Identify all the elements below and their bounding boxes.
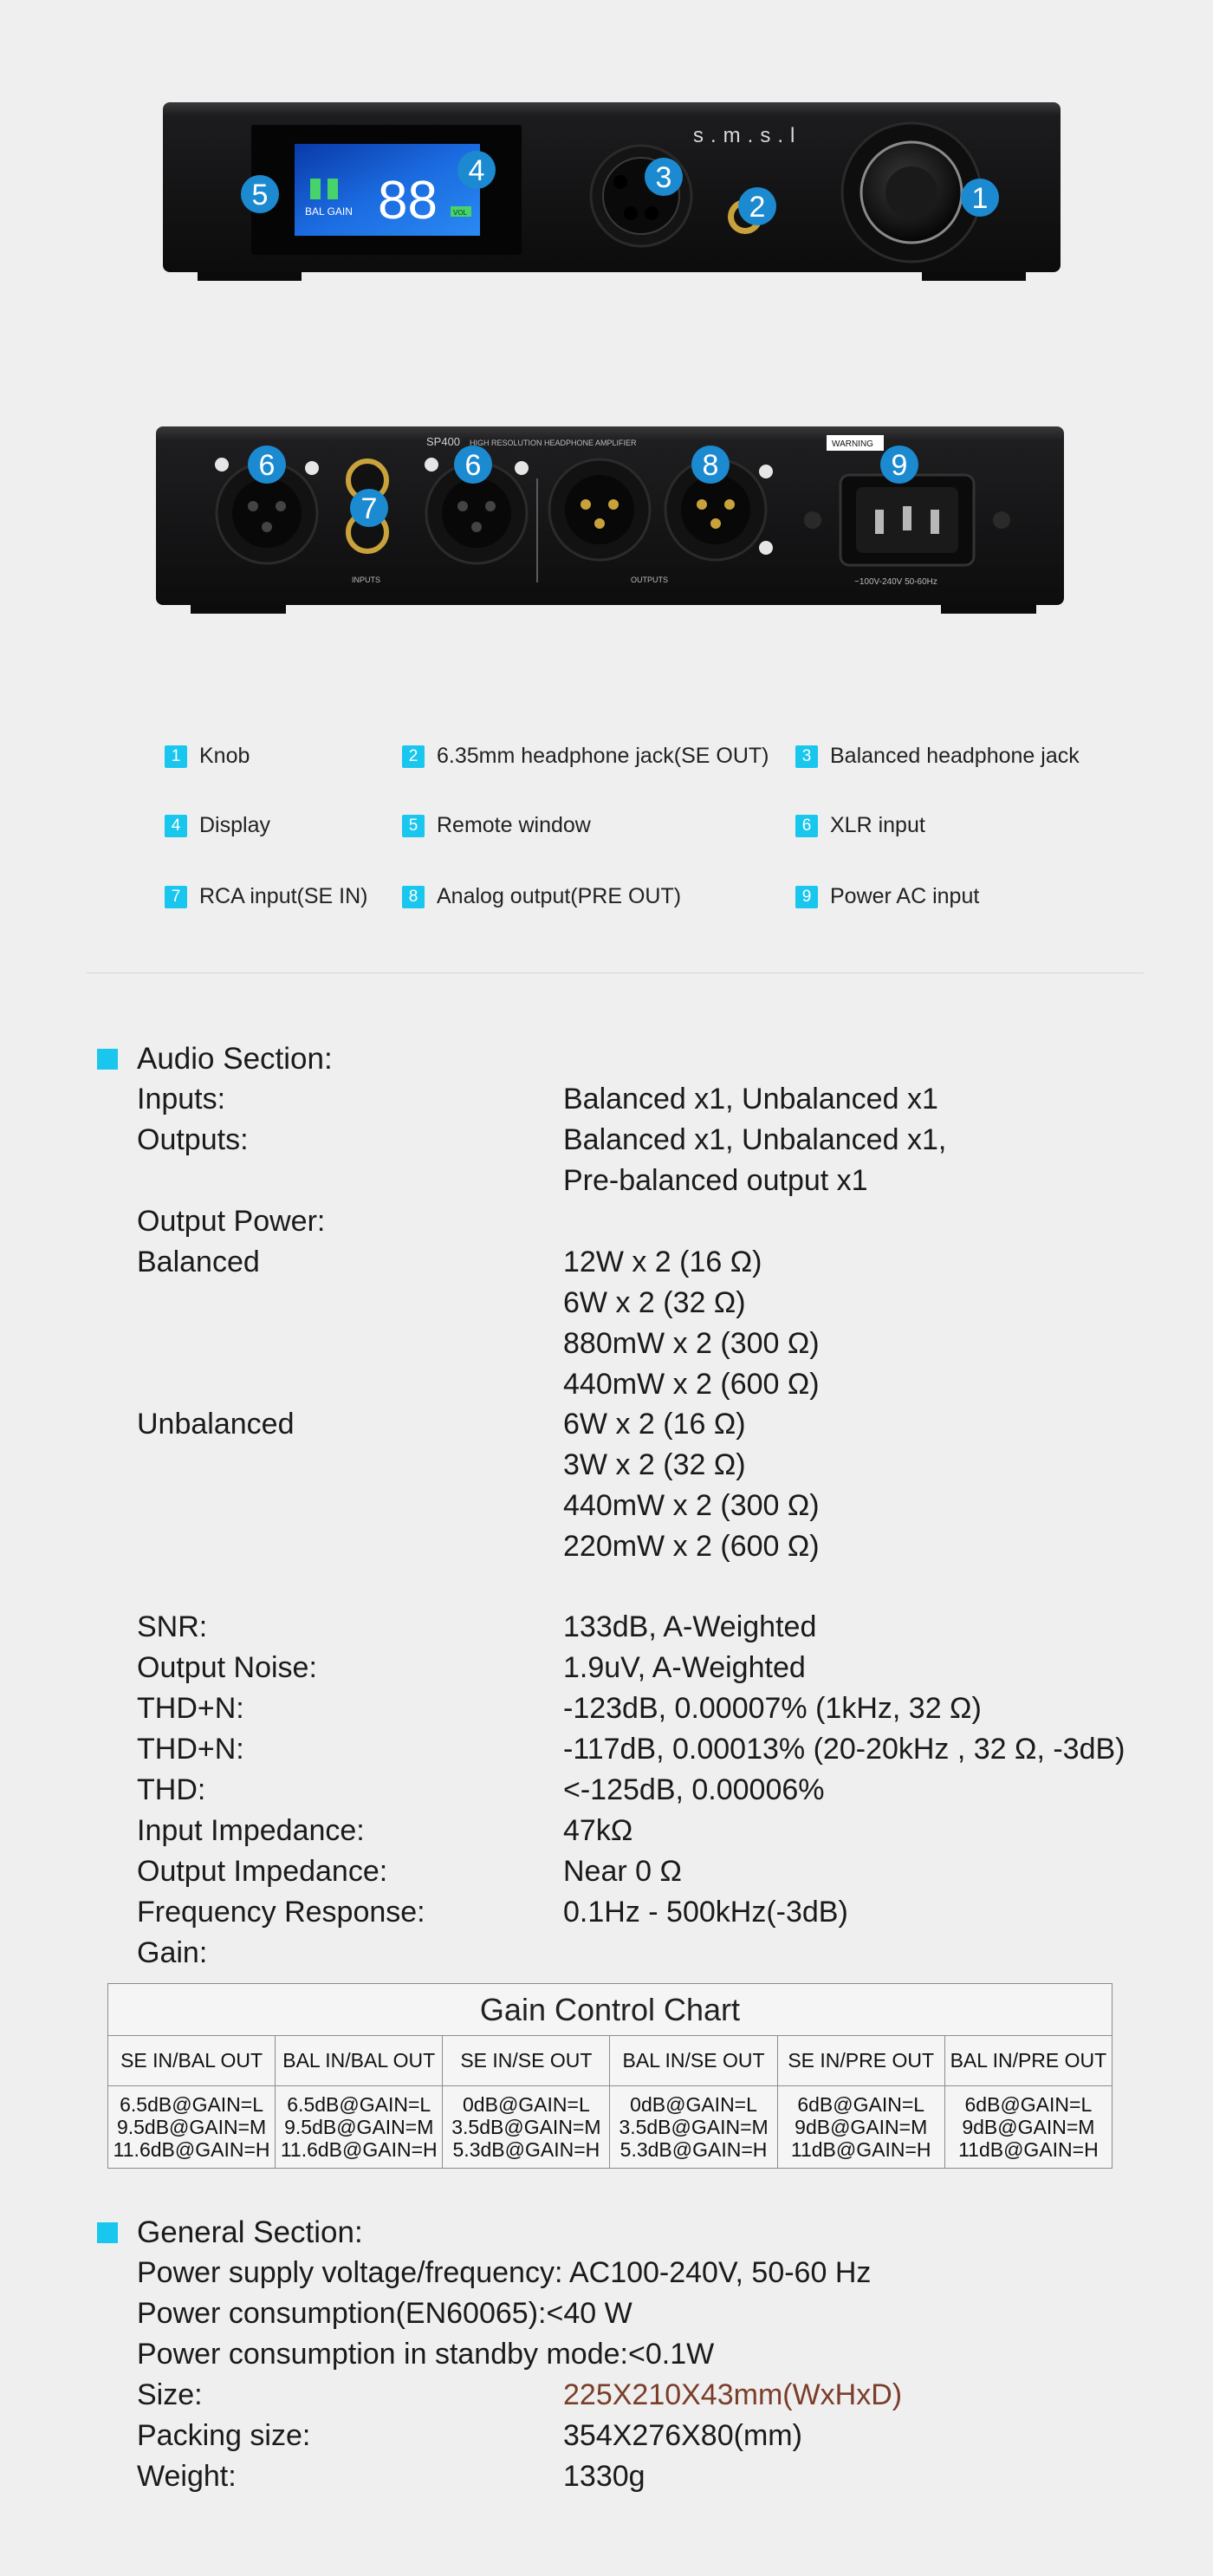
bullet-square-icon: [97, 1049, 118, 1070]
legend-item-knob: 1 Knob: [165, 744, 250, 769]
gain-table-cell: 6.5dB@GAIN=L 9.5dB@GAIN=M 11.6dB@GAIN=H: [108, 2086, 276, 2169]
spec-row: Weight: 1330g: [137, 2460, 645, 2493]
warning-label: WARNING: [832, 439, 873, 449]
gain-table-header: SE IN/PRE OUT: [777, 2036, 944, 2086]
badge-front-2: [738, 187, 776, 225]
model-subtitle: HIGH RESOLUTION HEADPHONE AMPLIFIER: [470, 439, 637, 447]
badge-back-7: [350, 489, 388, 527]
general-section-heading: General Section:: [97, 2215, 363, 2250]
svg-text:6: 6: [464, 449, 482, 482]
spec-row: Balanced 12W x 2 (16 Ω): [137, 1246, 762, 1278]
gain-table-header: BAL IN/SE OUT: [610, 2036, 777, 2086]
spec-row: Output Power:: [137, 1205, 326, 1238]
svg-text:6: 6: [258, 449, 276, 482]
spec-row: Size: 225X210X43mm(WxHxD): [137, 2378, 903, 2411]
spec-row: Frequency Response: 0.1Hz - 500kHz(-3dB): [137, 1896, 848, 1929]
svg-text:2: 2: [749, 191, 766, 224]
badge-back-9: [880, 446, 918, 484]
spec-row: 6W x 2 (32 Ω): [563, 1286, 746, 1319]
gain-table-header: BAL IN/PRE OUT: [944, 2036, 1112, 2086]
spec-row: Power consumption(EN60065):<40 W: [137, 2297, 632, 2330]
bullet-square-icon: [97, 2222, 118, 2243]
spec-row: Unbalanced 6W x 2 (16 Ω): [137, 1408, 746, 1441]
inputs-label: INPUTS: [352, 576, 381, 584]
badge-front-5: [241, 175, 279, 213]
gain-control-table: [107, 1983, 1112, 2169]
spec-row: Power consumption in standby mode:<0.1W: [137, 2338, 715, 2371]
voltage-label: ~100V-240V 50-60Hz: [854, 577, 937, 587]
outputs-label: OUTPUTS: [631, 576, 669, 584]
legend-item-balanced-jack: 3 Balanced headphone jack: [795, 744, 1080, 769]
badge-back-6b: [454, 446, 492, 484]
svg-text:5: 5: [251, 179, 269, 211]
model-name: SP400: [426, 435, 461, 448]
front-panel-image: [163, 102, 1061, 283]
svg-text:8: 8: [702, 449, 719, 482]
gain-table-header: SE IN/BAL OUT: [108, 2036, 276, 2086]
spec-row: Outputs: Balanced x1, Unbalanced x1,: [137, 1123, 947, 1156]
spec-row: THD+N: -123dB, 0.00007% (1kHz, 32 Ω): [137, 1692, 982, 1725]
gain-table-cell: 0dB@GAIN=L 3.5dB@GAIN=M 5.3dB@GAIN=H: [443, 2086, 610, 2169]
legend-item-power-input: 9 Power AC input: [795, 884, 979, 909]
svg-text:4: 4: [468, 154, 485, 187]
legend-item-xlr-input: 6 XLR input: [795, 813, 925, 838]
spec-row: Input Impedance: 47kΩ: [137, 1814, 633, 1847]
gain-table-title: Gain Control Chart: [108, 1984, 1112, 2036]
spec-row: THD: <-125dB, 0.00006%: [137, 1773, 825, 1806]
spec-row: Output Noise: 1.9uV, A-Weighted: [137, 1651, 806, 1684]
brand-logo: s.m.s.l: [693, 124, 802, 147]
gain-table-header: BAL IN/BAL OUT: [276, 2036, 443, 2086]
legend-item-display: 4 Display: [165, 813, 270, 838]
spec-row: 440mW x 2 (600 Ω): [563, 1368, 820, 1401]
gain-table-cell: 6dB@GAIN=L 9dB@GAIN=M 11dB@GAIN=H: [944, 2086, 1112, 2169]
svg-text:9: 9: [891, 449, 908, 482]
spec-row: 3W x 2 (32 Ω): [563, 1448, 746, 1481]
legend-item-rca-input: 7 RCA input(SE IN): [165, 884, 368, 909]
badge-back-6a: [248, 446, 286, 484]
legend-item-remote-window: 5 Remote window: [402, 813, 591, 838]
badge-front-4: [457, 151, 496, 189]
badge-back-8: [691, 446, 730, 484]
spec-row: Gain:: [137, 1936, 208, 1969]
legend-item-analog-output: 8 Analog output(PRE OUT): [402, 884, 681, 909]
svg-text:1: 1: [971, 182, 989, 215]
spec-row: Pre-balanced output x1: [563, 1164, 868, 1197]
svg-text:3: 3: [655, 161, 672, 194]
spec-row: Output Impedance: Near 0 Ω: [137, 1855, 682, 1888]
display-digits: 88: [378, 171, 438, 231]
gain-table-cell: 0dB@GAIN=L 3.5dB@GAIN=M 5.3dB@GAIN=H: [610, 2086, 777, 2169]
spec-row: SNR: 133dB, A-Weighted: [137, 1610, 817, 1643]
gain-table-cell: 6.5dB@GAIN=L 9.5dB@GAIN=M 11.6dB@GAIN=H: [276, 2086, 443, 2169]
spec-row: Power supply voltage/frequency: AC100-240V, 50-60 Hz: [137, 2256, 872, 2289]
spec-row: THD+N: -117dB, 0.00013% (20-20kHz , 32 Ω, -3dB): [137, 1733, 1125, 1766]
spec-row: 880mW x 2 (300 Ω): [563, 1327, 820, 1360]
badge-front-1: [961, 179, 999, 217]
badge-front-3: [645, 158, 683, 196]
gain-table-header: SE IN/SE OUT: [443, 2036, 610, 2086]
audio-section-heading: Audio Section:: [97, 1042, 333, 1077]
back-panel-image: [156, 426, 1064, 617]
legend-item-headphone-jack: 2 6.35mm headphone jack(SE OUT): [402, 744, 769, 769]
spec-row: Inputs: Balanced x1, Unbalanced x1: [137, 1083, 938, 1116]
spec-row: 440mW x 2 (300 Ω): [563, 1489, 820, 1522]
spec-row: 220mW x 2 (600 Ω): [563, 1530, 820, 1563]
spec-row: Packing size: 354X276X80(mm): [137, 2419, 802, 2452]
display-unit: VOL: [453, 209, 468, 217]
gain-table-cell: 6dB@GAIN=L 9dB@GAIN=M 11dB@GAIN=H: [777, 2086, 944, 2169]
svg-text:7: 7: [360, 492, 378, 525]
display-tags: BAL GAIN: [305, 205, 353, 218]
